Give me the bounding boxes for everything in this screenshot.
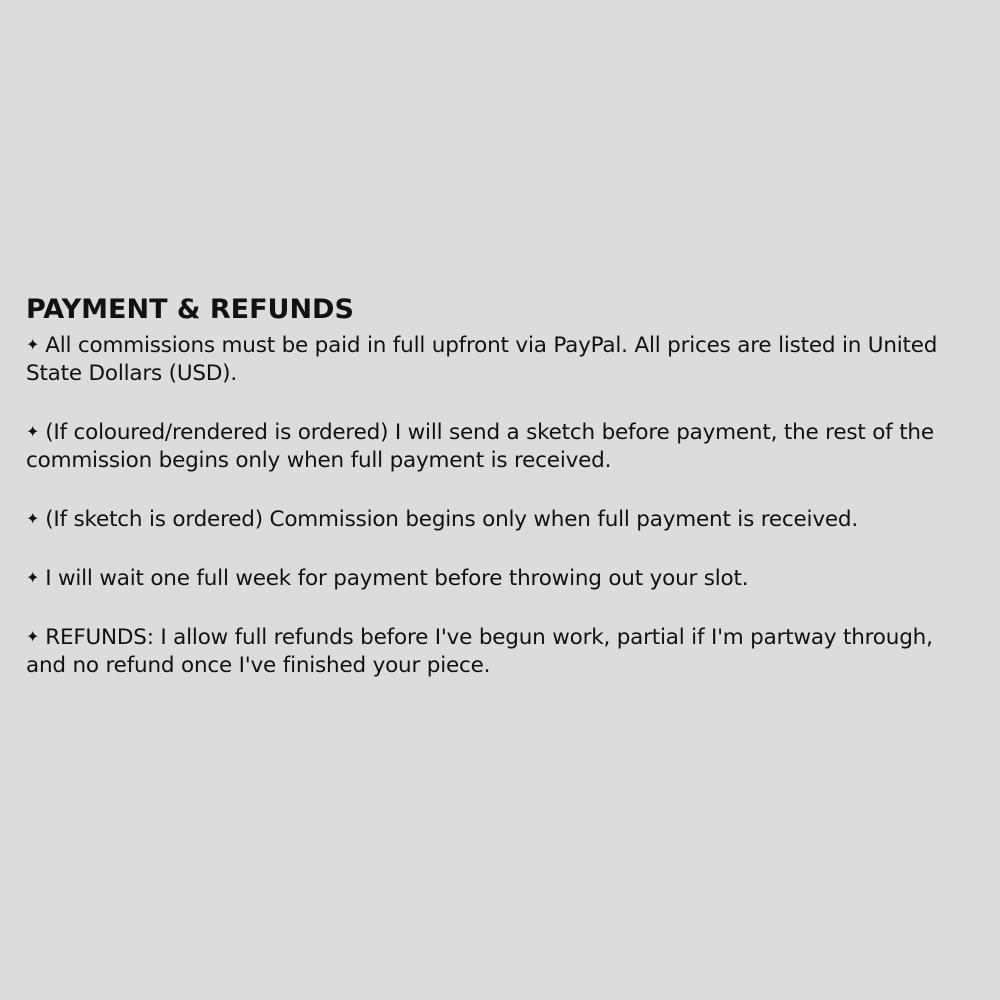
list-item	[26, 505, 976, 534]
list-item	[26, 331, 976, 388]
section-heading: PAYMENT & REFUNDS	[26, 294, 354, 325]
list-item-text: REFUNDS: I allow full refunds before I've begun work, partial if I'm partway through, and no refund once I've finished your piece.	[26, 625, 933, 678]
list-item	[26, 564, 976, 593]
policy-section	[26, 292, 976, 710]
list-item	[26, 623, 976, 680]
list-item-text: I will wait one full week for payment before throwing out your slot.	[45, 566, 749, 591]
list-item-text: (If sketch is ordered) Commission begins only when full payment is received.	[45, 507, 858, 532]
policy-list	[26, 331, 976, 680]
sparkle-icon: ✦	[26, 335, 40, 354]
sparkle-icon: ✦	[26, 422, 40, 441]
sparkle-icon: ✦	[26, 509, 40, 528]
list-item-text: All commissions must be paid in full upfront via PayPal. All prices are listed in United State Dollars (USD).	[26, 333, 938, 386]
list-item	[26, 418, 976, 475]
sparkle-icon: ✦	[26, 627, 40, 646]
list-item-text: (If coloured/rendered is ordered) I will send a sketch before payment, the rest of the commission begins only when full payment is received.	[26, 420, 934, 473]
sparkle-icon: ✦	[26, 568, 40, 587]
